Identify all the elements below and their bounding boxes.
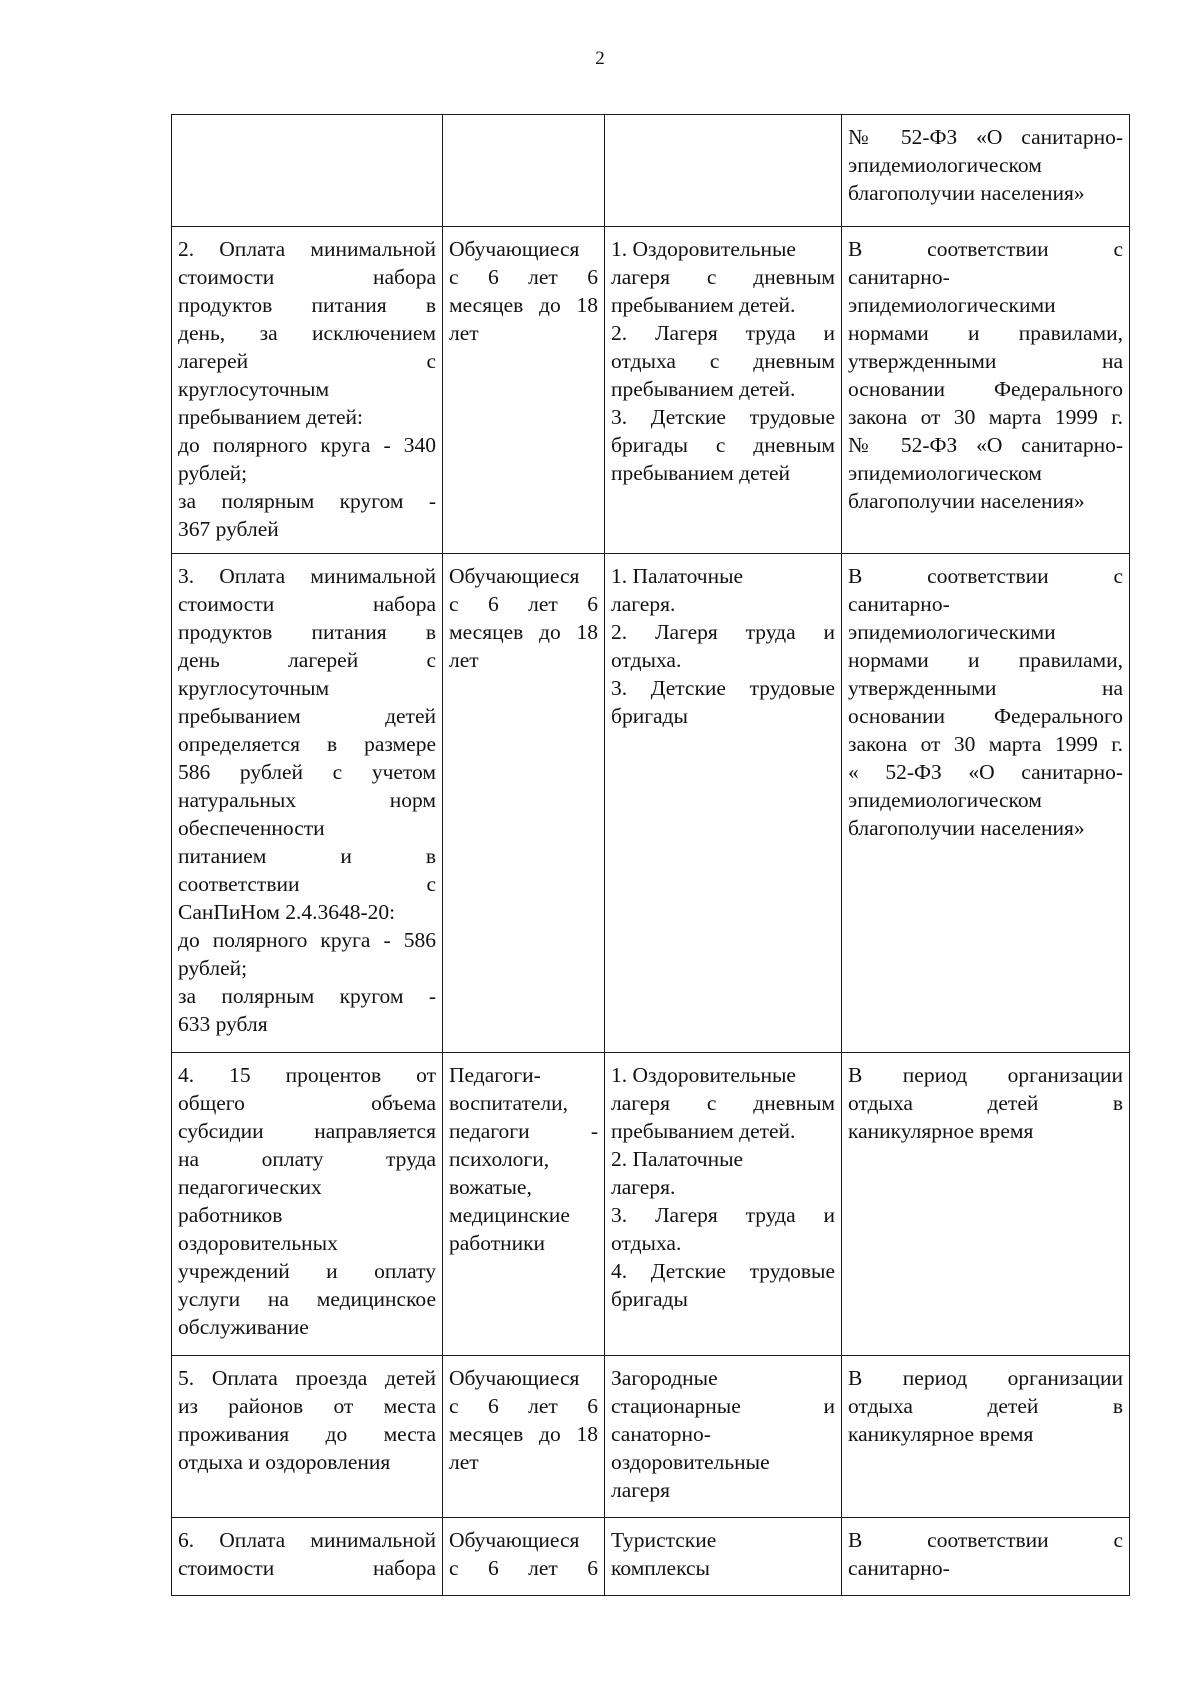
cell-text-line: комплексы <box>611 1556 710 1580</box>
cell-text-line: проживания до места <box>178 1422 436 1446</box>
cell-text-line: № 52-ФЗ «О санитарно- <box>848 125 1123 149</box>
cell-text-line: Обучающиеся <box>449 564 580 588</box>
table-body <box>172 115 1130 1596</box>
cell-text-line: медицинские <box>449 1203 570 1227</box>
cell-text-line: определяется в размере <box>178 732 436 756</box>
cell-text-line: закона от 30 марта 1999 г. <box>848 732 1123 756</box>
cell-text-line: 633 рубля <box>178 1012 268 1036</box>
cell-text-line: утвержденными на <box>848 676 1123 700</box>
cell-text-line: эпидемиологическом <box>848 788 1042 812</box>
cell-text-line: субсидии направляется <box>178 1119 436 1143</box>
table-cell <box>842 1518 1130 1596</box>
cell-text-line: до полярного круга - 340 <box>178 433 436 457</box>
cell-text-line: пребыванием детей. <box>611 293 796 317</box>
table-cell <box>172 1518 443 1596</box>
cell-text-line: основании Федерального <box>848 704 1123 728</box>
cell-text-line: 586 рублей с учетом <box>178 760 436 784</box>
cell-text-line: 3. Лагеря труда и <box>611 1203 835 1227</box>
cell-text-line: психологи, <box>449 1147 550 1171</box>
table-cell <box>605 554 842 1053</box>
cell-text-line: продуктов питания в <box>178 293 436 317</box>
cell-text-line: санитарно- <box>848 1556 950 1580</box>
table-cell <box>605 227 842 554</box>
cell-text-line: Обучающиеся <box>449 1528 580 1552</box>
cell-text-line: вожатые, <box>449 1175 532 1199</box>
table-cell <box>605 115 842 227</box>
cell-text-line: нормами и правилами, <box>848 321 1123 345</box>
cell-text-line: В период организации <box>848 1366 1123 1390</box>
cell-text-line: эпидемиологическом <box>848 153 1042 177</box>
cell-text-line: оздоровительных <box>178 1231 338 1255</box>
cell-text-line: отдыха с дневным <box>611 349 835 373</box>
cell-text-line: утвержденными на <box>848 349 1123 373</box>
cell-text-line: стоимости набора <box>178 592 436 616</box>
cell-text-line: благополучии населения» <box>848 489 1085 513</box>
cell-text-line: стационарные и <box>611 1394 835 1418</box>
cell-text-line: 3. Оплата минимальной <box>178 564 436 588</box>
table-row <box>172 1356 1130 1518</box>
table-cell <box>605 1518 842 1596</box>
cell-text-line: 3. Детские трудовые <box>611 405 835 429</box>
cell-text-line: лагеря с дневным <box>611 265 835 289</box>
table-cell <box>172 115 443 227</box>
cell-text-line: отдыха детей в <box>848 1091 1123 1115</box>
cell-text-line: Загородные <box>611 1366 718 1390</box>
cell-text-line: лагеря. <box>611 592 676 616</box>
cell-text-line: 2. Оплата минимальной <box>178 237 436 261</box>
table-cell <box>172 1053 443 1356</box>
cell-text-line: услуги на медицинское <box>178 1287 436 1311</box>
cell-text-line: Туристские <box>611 1528 717 1552</box>
cell-text-line: отдыха детей в <box>848 1394 1123 1418</box>
cell-text-line: СанПиНом 2.4.3648-20: <box>178 900 396 924</box>
cell-text-line: основании Федерального <box>848 377 1123 401</box>
cell-text-line: лагеря <box>611 1478 670 1502</box>
cell-text-line: до полярного круга - 586 <box>178 928 436 952</box>
cell-text-line: стоимости набора <box>178 265 436 289</box>
cell-text-line: оздоровительные <box>611 1450 770 1474</box>
cell-text-line: эпидемиологическими <box>848 620 1056 644</box>
cell-text-line: из районов от места <box>178 1394 436 1418</box>
cell-text-line: 367 рублей <box>178 517 279 541</box>
cell-text-line: работники <box>449 1231 546 1255</box>
cell-text-line: 4. Детские трудовые <box>611 1259 835 1283</box>
cell-text-line: бригады <box>611 704 688 728</box>
cell-text-line: Обучающиеся <box>449 1366 580 1390</box>
cell-text-line: педагоги - <box>449 1119 598 1143</box>
cell-text-line: пребыванием детей <box>611 461 791 485</box>
cell-text-line: 1. Оздоровительные <box>611 237 796 261</box>
cell-text-line: эпидемиологическими <box>848 293 1056 317</box>
cell-text-line: день лагерей с <box>178 648 436 672</box>
cell-text-line: обеспеченности <box>178 816 325 840</box>
cell-text-line: эпидемиологическом <box>848 461 1042 485</box>
cell-text-line: В соответствии с <box>848 237 1123 261</box>
table-cell <box>842 1053 1130 1356</box>
cell-text-line: благополучии населения» <box>848 181 1085 205</box>
cell-text-line: 1. Палаточные <box>611 564 744 588</box>
cell-text-line: отдыха. <box>611 648 682 672</box>
cell-text-line: месяцев до 18 <box>449 293 598 317</box>
cell-text-line: натуральных норм <box>178 788 436 812</box>
table-cell <box>443 227 605 554</box>
table-cell <box>443 115 605 227</box>
cell-text-line: пребыванием детей: <box>178 405 364 429</box>
cell-text-line: за полярным кругом - <box>178 489 436 513</box>
page-number: 2 <box>595 48 605 69</box>
cell-text-line: санаторно- <box>611 1422 711 1446</box>
table-row <box>172 554 1130 1053</box>
cell-text-line: продуктов питания в <box>178 620 436 644</box>
table-cell <box>842 554 1130 1053</box>
cell-text-line: день, за исключением <box>178 321 436 345</box>
table-cell <box>443 554 605 1053</box>
table-cell <box>605 1356 842 1518</box>
cell-text-line: лет <box>449 1450 479 1474</box>
cell-text-line: рублей; <box>178 956 248 980</box>
cell-text-line: 2. Палаточные <box>611 1147 744 1171</box>
table-cell <box>842 115 1130 227</box>
table-cell <box>842 227 1130 554</box>
table-cell <box>443 1518 605 1596</box>
cell-text-line: благополучии населения» <box>848 816 1085 840</box>
cell-text-line: обслуживание <box>178 1315 309 1339</box>
table-row <box>172 1053 1130 1356</box>
cell-text-line: питанием и в <box>178 844 436 868</box>
table-row <box>172 115 1130 227</box>
cell-text-line: воспитатели, <box>449 1091 569 1115</box>
table-row <box>172 227 1130 554</box>
cell-text-line: 5. Оплата проезда детей <box>178 1366 436 1390</box>
table-cell <box>842 1356 1130 1518</box>
table-cell <box>172 1356 443 1518</box>
cell-text-line: 4. 15 процентов от <box>178 1063 436 1087</box>
cell-text-line: нормами и правилами, <box>848 648 1123 672</box>
cell-text-line: с 6 лет 6 <box>449 592 598 616</box>
table-row <box>172 1518 1130 1596</box>
cell-text-line: пребыванием детей. <box>611 1119 796 1143</box>
cell-text-line: месяцев до 18 <box>449 620 598 644</box>
cell-text-line: каникулярное время <box>848 1422 1034 1446</box>
cell-text-line: общего объема <box>178 1091 436 1115</box>
cell-text-line: педагогических <box>178 1175 322 1199</box>
cell-text-line: 2. Лагеря труда и <box>611 321 835 345</box>
table-cell <box>443 1356 605 1518</box>
cell-text-line: лагеря с дневным <box>611 1091 835 1115</box>
cell-text-line: санитарно- <box>848 592 950 616</box>
cell-text-line: « 52-ФЗ «О санитарно- <box>848 760 1123 784</box>
table-cell <box>172 227 443 554</box>
cell-text-line: Обучающиеся <box>449 237 580 261</box>
cell-text-line: рублей; <box>178 461 248 485</box>
cell-text-line: лет <box>449 648 479 672</box>
cell-text-line: В период организации <box>848 1063 1123 1087</box>
cell-text-line: пребыванием детей. <box>611 377 796 401</box>
table-cell <box>605 1053 842 1356</box>
cell-text-line: на оплату труда <box>178 1147 436 1171</box>
cell-text-line: с 6 лет 6 <box>449 265 598 289</box>
cell-text-line: лет <box>449 321 479 345</box>
cell-text-line: с 6 лет 6 <box>449 1394 598 1418</box>
cell-text-line: Педагоги- <box>449 1063 541 1087</box>
cell-text-line: В соответствии с <box>848 1528 1123 1552</box>
cell-text-line: № 52-ФЗ «О санитарно- <box>848 433 1123 457</box>
cell-text-line: закона от 30 марта 1999 г. <box>848 405 1123 429</box>
cell-text-line: за полярным кругом - <box>178 984 436 1008</box>
cell-text-line: месяцев до 18 <box>449 1422 598 1446</box>
cell-text-line: отдыха. <box>611 1231 682 1255</box>
cell-text-line: каникулярное время <box>848 1119 1034 1143</box>
cell-text-line: 3. Детские трудовые <box>611 676 835 700</box>
cell-text-line: В соответствии с <box>848 564 1123 588</box>
cell-text-line: бригады с дневным <box>611 433 835 457</box>
cell-text-line: стоимости набора <box>178 1556 436 1580</box>
cell-text-line: работников <box>178 1203 283 1227</box>
cell-text-line: 2. Лагеря труда и <box>611 620 835 644</box>
cell-text-line: санитарно- <box>848 265 950 289</box>
cell-text-line: соответствии с <box>178 872 436 896</box>
cell-text-line: 1. Оздоровительные <box>611 1063 796 1087</box>
cell-text-line: бригады <box>611 1287 688 1311</box>
cell-text-line: учреждений и оплату <box>178 1259 436 1283</box>
cell-text-line: лагерей с <box>178 349 436 373</box>
table-cell <box>172 554 443 1053</box>
table-cell <box>443 1053 605 1356</box>
cell-text-line: 6. Оплата минимальной <box>178 1528 436 1552</box>
cell-text-line: с 6 лет 6 <box>449 1556 598 1580</box>
cell-text-line: лагеря. <box>611 1175 676 1199</box>
cell-text-line: отдыха и оздоровления <box>178 1450 391 1474</box>
cell-text-line: круглосуточным <box>178 676 330 700</box>
document-table <box>171 114 1130 1596</box>
cell-text-line: пребыванием детей <box>178 704 436 728</box>
cell-text-line: круглосуточным <box>178 377 330 401</box>
